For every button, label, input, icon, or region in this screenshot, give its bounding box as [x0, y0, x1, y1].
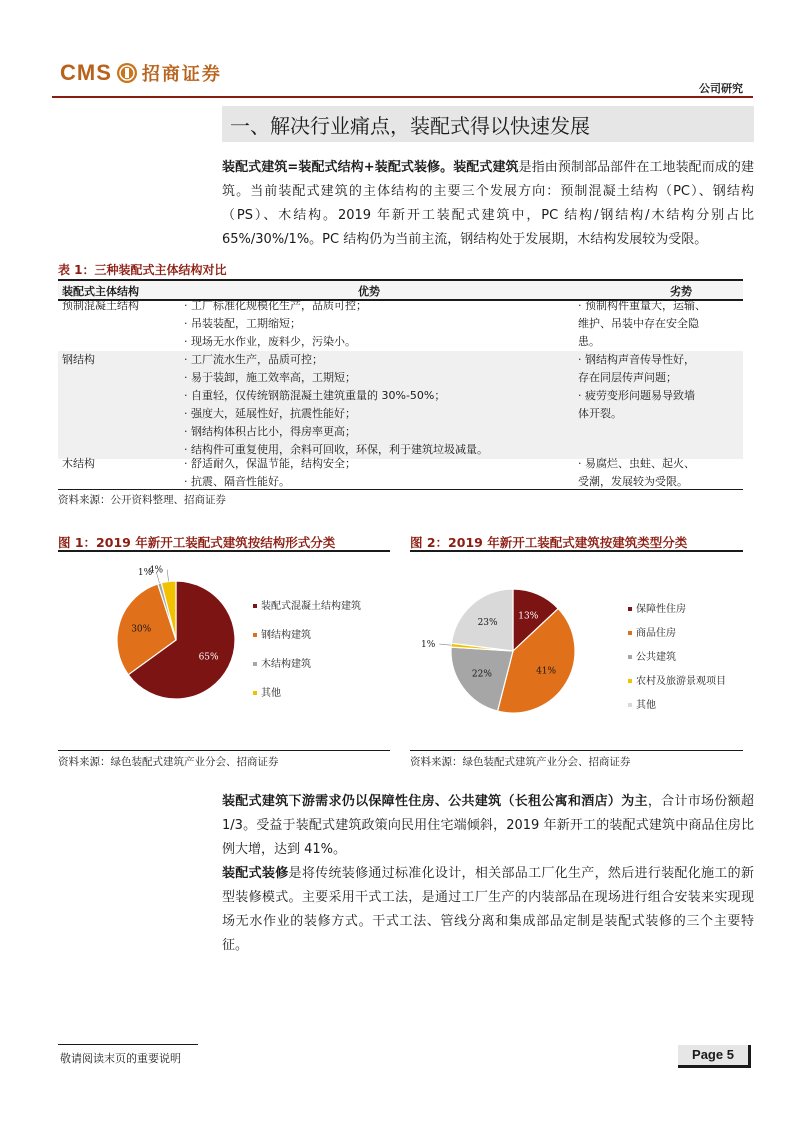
- pie-data-label: 30%: [131, 624, 152, 635]
- footer-disclaimer: 敬请阅读末页的重要说明: [60, 1052, 181, 1065]
- pie-data-label: 13%: [518, 611, 539, 622]
- fig1-top-rule: [58, 550, 390, 552]
- company-logo: [60, 60, 222, 86]
- table-cell-structure: 钢结构: [62, 353, 95, 366]
- table-line: · 吊装装配，工期缩短；: [184, 317, 301, 330]
- footer-rule: [58, 1044, 198, 1045]
- decoration-text: 是将传统装修通过标准化设计，相关部品工厂化生产，然后进行装配化施工的新型装修模式。主要采用干式工法，是通过工厂生产的内装部品在现场进行组合安装来实现现场无水作业的装修方式。干式工法、管线分离和集成部品定制是装配式装修的三个主要特征。: [222, 866, 754, 953]
- fig1-source: 资料来源：绿色装配式建筑产业分会、招商证券: [58, 756, 279, 768]
- section-title: 一、解决行业痛点，装配式得以快速发展: [230, 114, 590, 138]
- intro-text: 是指由预制部品部件在工地装配而成的建筑。当前装配式建筑的主体结构的主要三个发展方向：预制混凝土结构（PC）、钢结构（PS）、木结构。2019 年新开工装配式建筑中，PC 结构/钢结构/木结构分别占比 65%/30%/1%。PC 结构仍为当前主流，钢结构处于发展期，木结构发展较为受限。: [222, 160, 754, 247]
- fig1-pie-chart: [58, 556, 390, 746]
- table-cell-disadvantage: [578, 351, 728, 423]
- legend-label: 商品住房: [636, 628, 676, 639]
- legend-label: 其他: [636, 700, 656, 711]
- table-caption: 表 1：三种装配式主体结构对比: [58, 263, 227, 277]
- pie-leader-line: [167, 570, 169, 582]
- table-header-advantage: 优势: [358, 285, 380, 298]
- table-cell-structure: 预制混凝土结构: [62, 299, 139, 312]
- table-line: · 易于装卸，施工效率高，工期短；: [184, 371, 356, 384]
- table-line: · 易腐烂、虫蛀、起火、: [578, 457, 695, 470]
- header-rule: [52, 96, 753, 98]
- legend-swatch: [628, 631, 632, 635]
- logo-cn-text: 招商证券: [141, 64, 222, 85]
- section-label: 公司研究: [699, 82, 743, 95]
- fig2-top-rule: [410, 550, 743, 552]
- table-line: 存在同层传声问题；: [578, 371, 677, 384]
- table-line: · 工厂标准化规模化生产，品质可控；: [184, 299, 367, 312]
- demand-text: ，合计市场份额超 1/3。受益于装配式建筑政策向民用住宅端倾斜，2019 年新开工的装配式建筑中商品住房比例大增，达到 41%。: [222, 794, 754, 857]
- table-line: · 钢结构声音传导性好，: [578, 353, 695, 366]
- table-row: [58, 297, 743, 351]
- table-row: [58, 455, 743, 489]
- fig1-bottom-rule: [58, 750, 390, 751]
- table-line: · 抗震、隔音性能好。: [184, 475, 290, 488]
- legend-swatch: [628, 679, 632, 683]
- table-cell-advantage: [184, 455, 564, 491]
- table-line: · 结构件可重复使用，余料可回收，环保，利于建筑垃圾减量。: [184, 443, 488, 456]
- legend-label: 保障性住房: [636, 604, 686, 615]
- table-line: 患。: [578, 335, 600, 348]
- table-header-disadvantage: 劣势: [670, 285, 692, 298]
- fig2-pie-chart: [410, 556, 743, 746]
- table-line: · 强度大，延展性好，抗震性能好；: [184, 407, 356, 420]
- fig2-caption: 图 2：2019 年新开工装配式建筑按建筑类型分类: [410, 535, 688, 550]
- intro-bold-1: 装配式建筑=装配式结构+装配式装修。: [222, 160, 454, 175]
- table-line: · 现场无水作业，废料少，污染小。: [184, 335, 356, 348]
- legend-swatch: [628, 703, 632, 707]
- pie-data-label: 4%: [148, 565, 164, 576]
- decoration-bold: 装配式装修: [222, 866, 289, 881]
- intro-paragraph: [222, 156, 754, 252]
- table-cell-disadvantage: [578, 297, 728, 351]
- table-cell-advantage: [184, 297, 564, 351]
- pie-data-label: 1%: [137, 567, 153, 578]
- legend-label: 其他: [261, 688, 281, 699]
- page-number: Page 5: [678, 1045, 751, 1068]
- table-cell-advantage: [184, 351, 564, 459]
- table-line: 体开裂。: [578, 407, 622, 420]
- legend-swatch: [628, 655, 632, 659]
- legend-label: 公共建筑: [636, 652, 676, 663]
- legend-label: 钢结构建筑: [261, 630, 311, 641]
- table-line: 受潮，发展较为受限。: [578, 475, 688, 488]
- pie-data-label: 22%: [471, 669, 492, 680]
- legend-label: 装配式混凝土结构建筑: [261, 601, 361, 612]
- logo-emblem-icon: [116, 62, 138, 84]
- pie-data-label: 65%: [198, 652, 219, 663]
- legend-swatch: [253, 604, 257, 608]
- table-cell-structure: 木结构: [62, 457, 95, 470]
- table-line: · 自重轻，仅传统钢筋混凝土建筑重量的 30%-50%；: [184, 389, 446, 402]
- logo-cms-text: CMS: [60, 60, 112, 85]
- table-line: · 预制构件重量大，运输、: [578, 299, 706, 312]
- legend-label: 农村及旅游景观项目: [636, 676, 726, 687]
- decoration-paragraph: [222, 862, 754, 958]
- fig2-source: 资料来源：绿色装配式建筑产业分会、招商证券: [410, 756, 631, 768]
- pie-data-label: 23%: [477, 618, 498, 629]
- demand-paragraph: [222, 790, 754, 862]
- pie-leader-line: [439, 644, 451, 645]
- pie-data-label: 1%: [421, 640, 436, 651]
- demand-bold: 装配式建筑下游需求仍以保障性住房、公共建筑（长租公寓和酒店）为主: [222, 794, 648, 809]
- legend-label: 木结构建筑: [261, 659, 311, 670]
- fig2-bottom-rule: [410, 750, 743, 751]
- legend-swatch: [253, 633, 257, 637]
- intro-bold-2: 装配式建筑: [453, 160, 519, 175]
- table-line: · 舒适耐久，保温节能，结构安全；: [184, 457, 356, 470]
- legend-swatch: [253, 662, 257, 666]
- table-bottom-rule: [58, 489, 743, 490]
- table-cell-disadvantage: [578, 455, 728, 491]
- legend-swatch: [628, 607, 632, 611]
- legend-swatch: [253, 691, 257, 695]
- section-title-band: [222, 106, 754, 142]
- table-row: [58, 351, 743, 459]
- table-line: · 钢结构体积占比小，得房率更高；: [184, 425, 356, 438]
- table-header-structure: 装配式主体结构: [62, 285, 139, 298]
- fig1-caption: 图 1：2019 年新开工装配式建筑按结构形式分类: [58, 535, 336, 550]
- table-line: · 工厂流水生产，品质可控；: [184, 353, 323, 366]
- table-line: 维护、吊装中存在安全隐: [578, 317, 699, 330]
- table-source: 资料来源：公开资料整理、招商证券: [58, 494, 226, 506]
- table-line: · 疲劳变形问题易导致墙: [578, 389, 695, 402]
- pie-data-label: 41%: [536, 666, 557, 677]
